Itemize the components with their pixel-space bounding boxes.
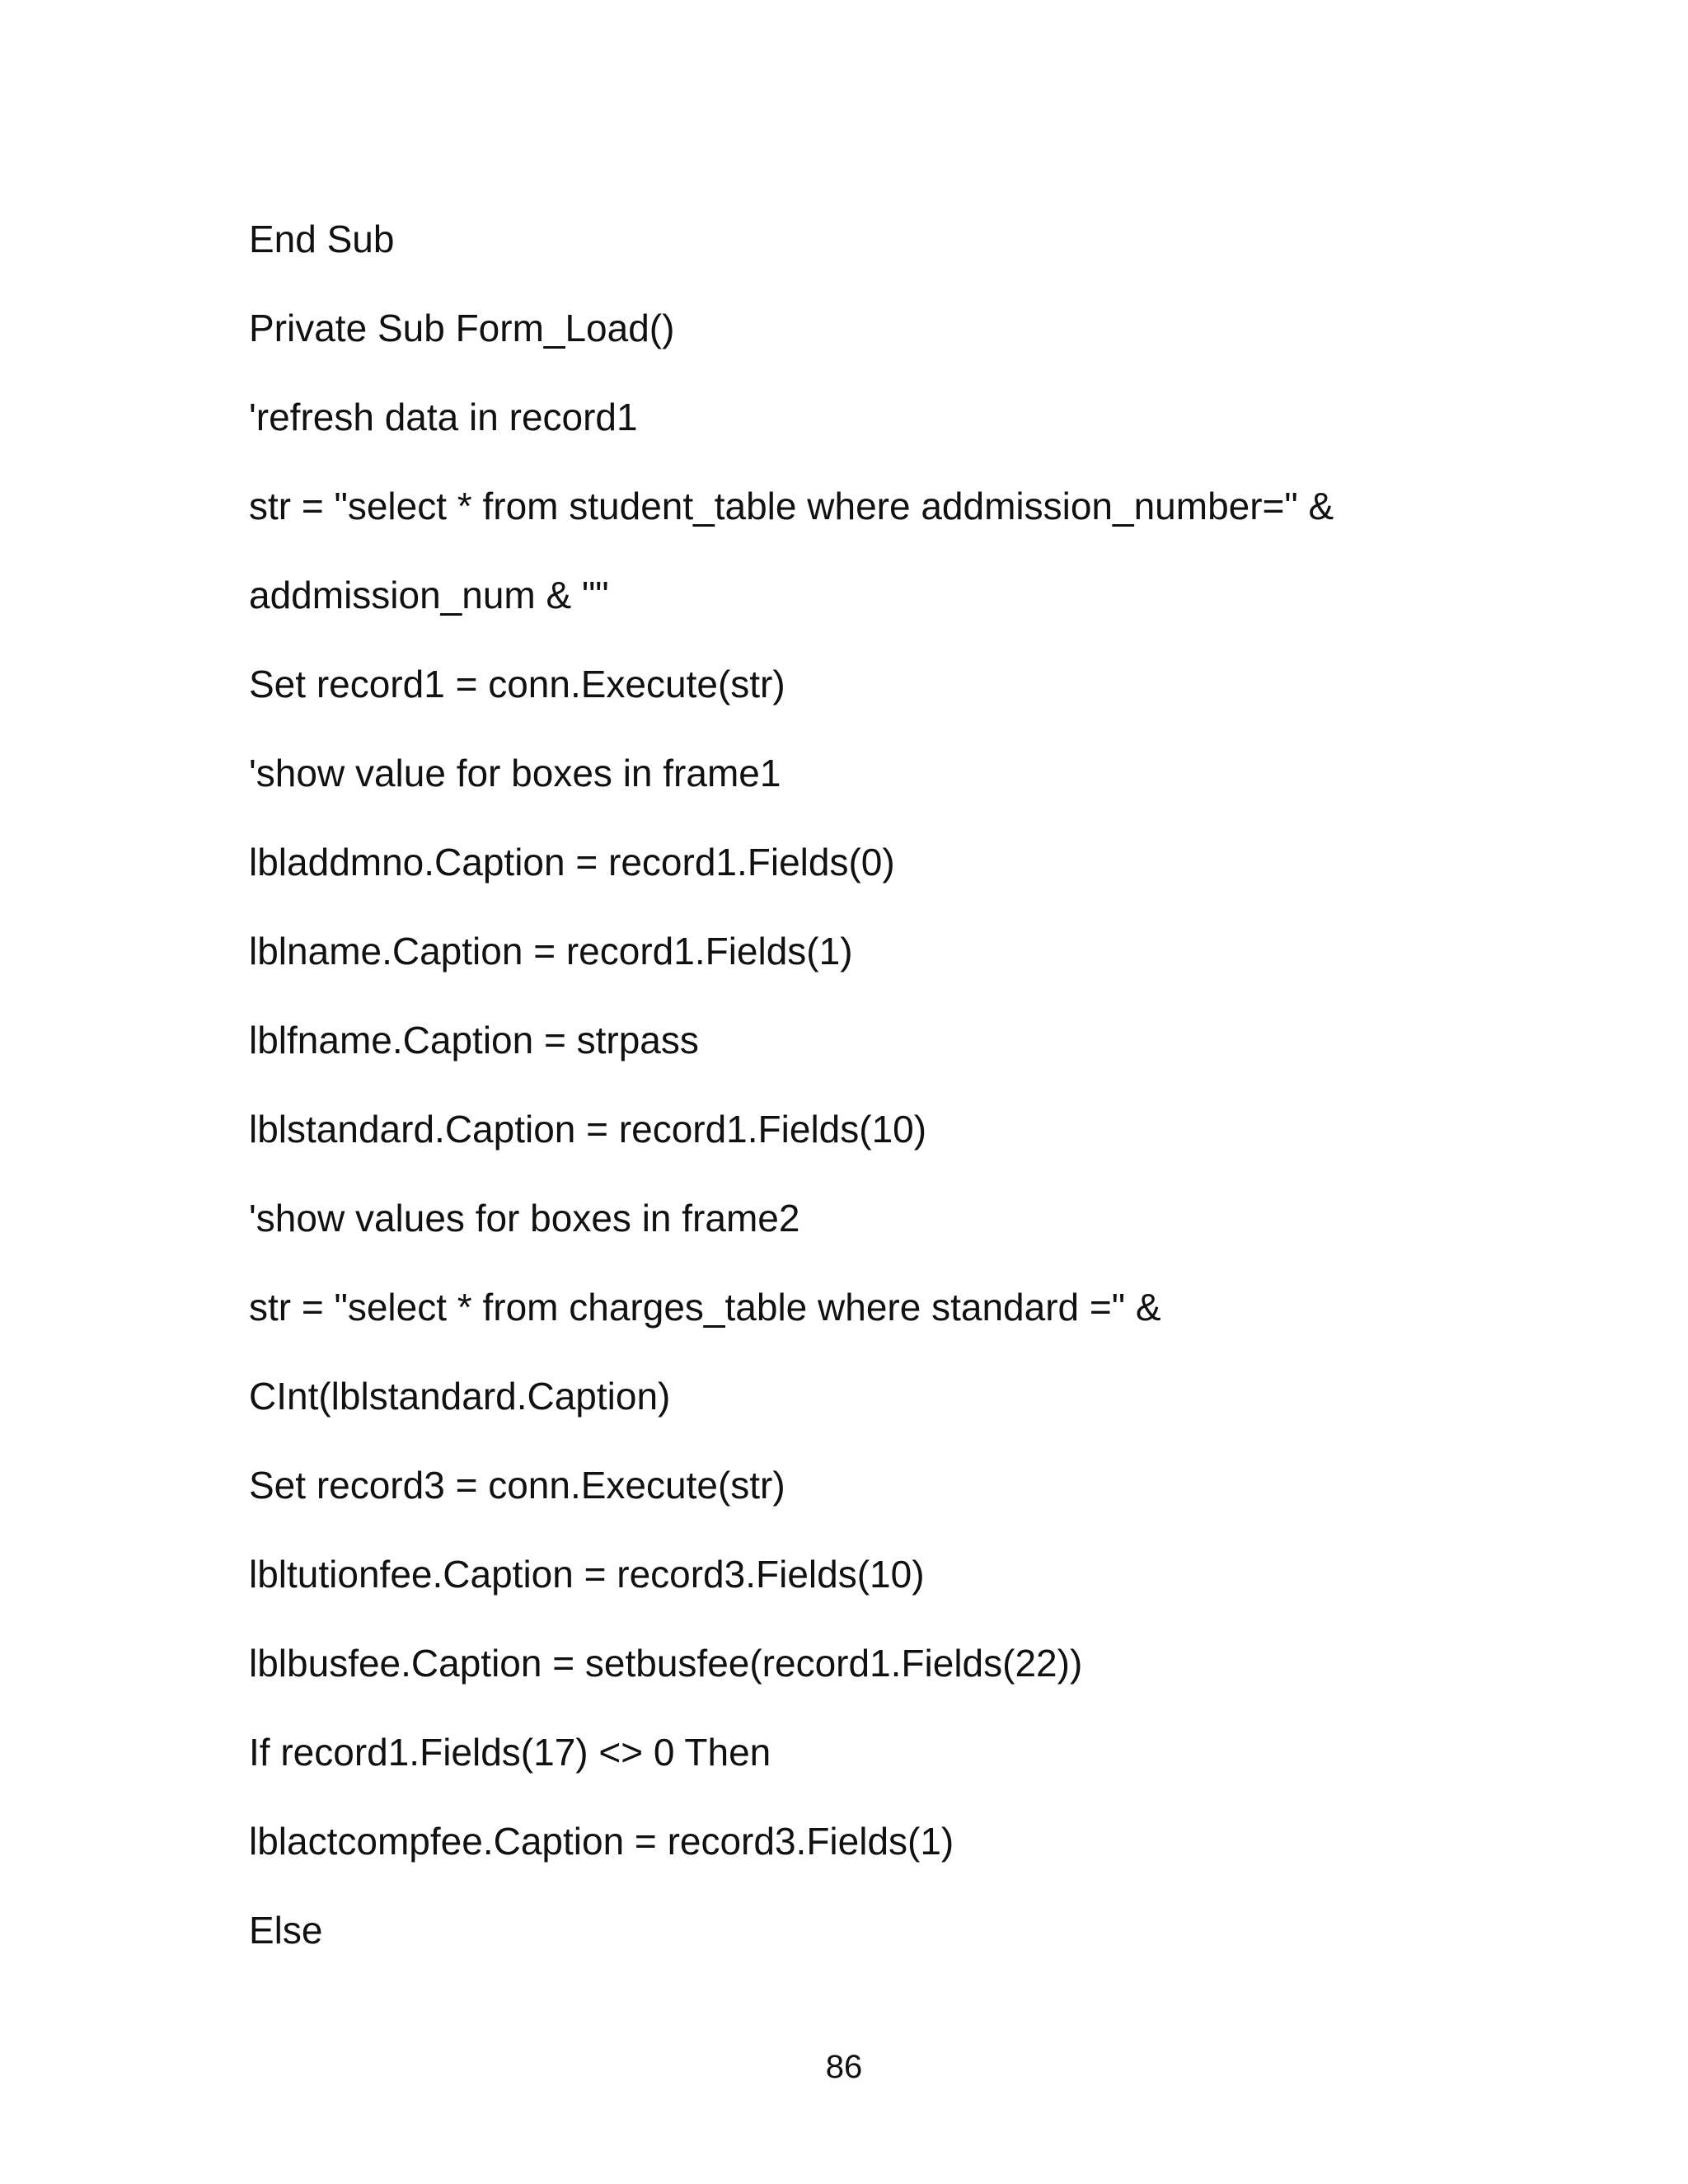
code-line: str = "select * from student_table where addmission_number=" & — [249, 485, 1334, 527]
code-line: lblname.Caption = record1.Fields(1) — [249, 930, 853, 972]
code-line: lbltutionfee.Caption = record3.Fields(10) — [249, 1553, 925, 1596]
page-number: 86 — [825, 2049, 863, 2085]
code-line: End Sub — [249, 218, 395, 260]
code-line: 'show values for boxes in frame2 — [249, 1197, 800, 1240]
code-line: Set record1 = conn.Execute(str) — [249, 663, 785, 705]
code-line: 'show value for boxes in frame1 — [249, 752, 781, 794]
code-line: If record1.Fields(17) <> 0 Then — [249, 1731, 771, 1774]
code-block — [249, 194, 1334, 1975]
code-line: lblstandard.Caption = record1.Fields(10) — [249, 1108, 927, 1151]
code-line: 'refresh data in record1 — [249, 396, 638, 438]
code-line: CInt(lblstandard.Caption) — [249, 1375, 671, 1418]
code-line: lblbusfee.Caption = setbusfee(record1.Fields(22)) — [249, 1642, 1083, 1685]
code-line: lbladdmno.Caption = record1.Fields(0) — [249, 841, 895, 883]
code-line: Else — [249, 1909, 323, 1952]
code-line: lblfname.Caption = strpass — [249, 1019, 699, 1062]
code-line: Set record3 = conn.Execute(str) — [249, 1464, 785, 1507]
code-line: str = "select * from charges_table where standard =" & — [249, 1286, 1161, 1329]
code-line: lblactcompfee.Caption = record3.Fields(1) — [249, 1820, 954, 1863]
code-line: Private Sub Form_Load() — [249, 307, 675, 349]
code-line: addmission_num & "" — [249, 574, 609, 616]
